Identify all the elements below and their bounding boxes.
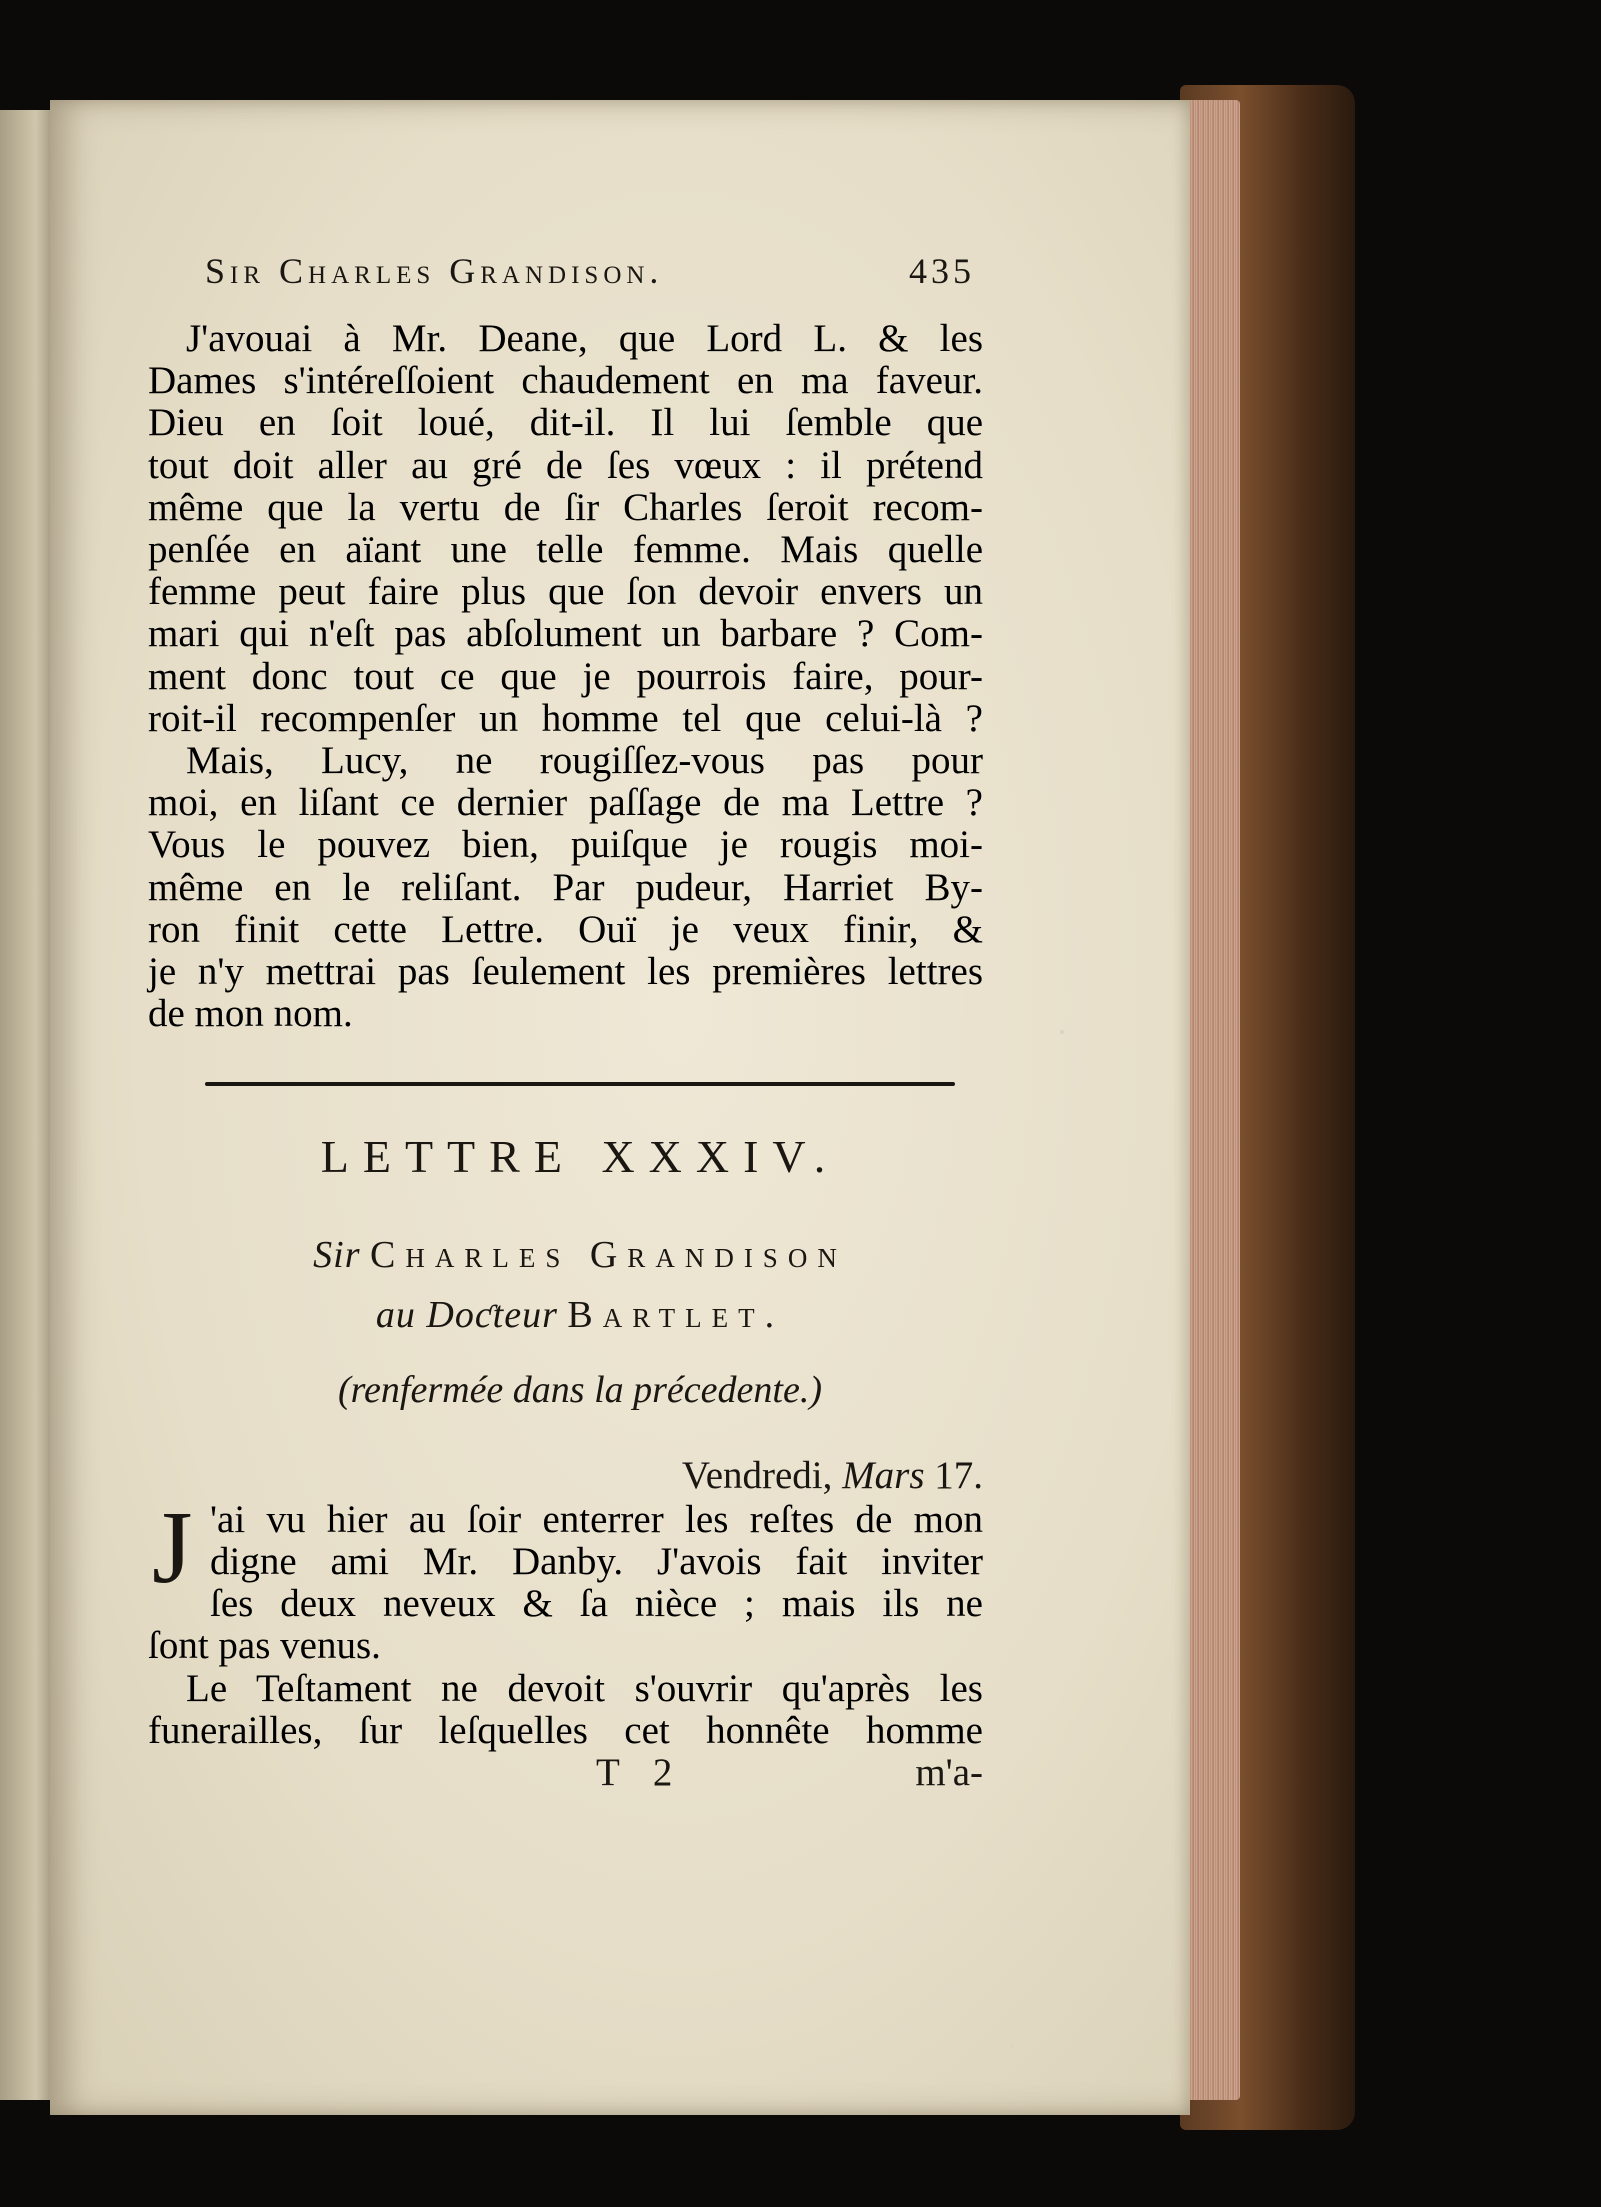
addressee-sender: Charles Grandison <box>370 1234 847 1276</box>
text-line: ment donc tout ce que je pourrois faire, pour- <box>148 654 983 698</box>
paragraph <box>210 1499 983 1626</box>
letter-addressee <box>205 1225 955 1345</box>
text-line: ron finit cette Lettre. Ouï je veux finir, & <box>148 907 983 951</box>
dateline <box>148 1453 983 1498</box>
text-line: penſée en aïant une telle femme. Mais quelle <box>148 528 983 572</box>
text-line: J'avouai à Mr. Deane, que Lord L. & les <box>186 317 983 360</box>
paragraph <box>148 740 983 1035</box>
date-number: 17. <box>934 1454 983 1497</box>
addressee-line <box>205 1285 955 1345</box>
text-line: funerailles, ſur leſquelles cet honnête homme <box>148 1709 983 1753</box>
text-line: ſes deux neveux & ſa nièce ; mais ils ne <box>210 1582 983 1626</box>
drop-cap: J <box>152 1490 193 1605</box>
text-line: roit-il recompenſer un homme tel que celui-là ? <box>148 696 983 740</box>
text-line: Dieu en ſoit loué, dit-il. Il lui ſemble que <box>148 401 983 445</box>
date-month: Mars <box>842 1454 925 1497</box>
text-line: Le Teſtament ne devoit s'ouvrir qu'après les <box>186 1667 983 1710</box>
text-line: ſont pas venus. <box>148 1624 381 1667</box>
section-rule <box>205 1082 955 1086</box>
paper-speck <box>1010 2045 1013 2048</box>
addressee-prefix: au Doƈteur <box>375 1294 558 1336</box>
paragraph-tail <box>148 1625 983 1667</box>
running-title: Sir Charles Grandison. <box>205 251 664 291</box>
catchword: m'a- <box>915 1751 983 1794</box>
text-line: moi, en liſant ce dernier paſſage de ma Lettre ? <box>148 781 983 825</box>
page-number: 435 <box>909 251 975 291</box>
text-line: mari qui n'eſt pas abſolument un barbare ? Com- <box>148 612 983 656</box>
text-line: femme peut faire plus que ſon devoir envers un <box>148 570 983 614</box>
text-line: digne ami Mr. Danby. J'avois fait inviter <box>210 1540 983 1584</box>
letter-heading: LETTRE XXXIV. <box>320 1131 840 1182</box>
paper-speck <box>1060 1030 1064 1034</box>
text-line: je n'y mettrai pas ſeulement les premières lettres <box>148 950 983 994</box>
addressee-title: Sir <box>313 1234 361 1276</box>
date-day: Vendredi, <box>681 1454 833 1497</box>
text-line: même en le reliſant. Par pudeur, Harriet By- <box>148 865 983 909</box>
text-line: Vous le pouvez bien, puiſque je rougis moi- <box>148 823 983 867</box>
text-line: même que la vertu de ſir Charles ſeroit recom- <box>148 485 983 529</box>
addressee-line <box>205 1225 955 1285</box>
running-head <box>205 250 975 292</box>
text-line: Mais, Lucy, ne rougiſſez-vous pas pour <box>186 739 983 782</box>
addressee-recipient: Bartlet. <box>567 1294 785 1336</box>
signature-mark: T 2 <box>596 1751 685 1794</box>
text-line: de mon nom. <box>148 992 353 1036</box>
text-line: 'ai vu hier au ſoir enterrer les reſtes de mon <box>210 1498 983 1541</box>
enclosure-note: (renfermée dans la précedente.) <box>338 1369 822 1411</box>
text-line: tout doit aller au gré de ſes vœux : il prétend <box>148 443 983 487</box>
paragraph <box>148 1668 983 1752</box>
paragraph <box>148 318 983 740</box>
text-line: Dames s'intéreſſoient chaudement en ma faveur. <box>148 359 983 403</box>
